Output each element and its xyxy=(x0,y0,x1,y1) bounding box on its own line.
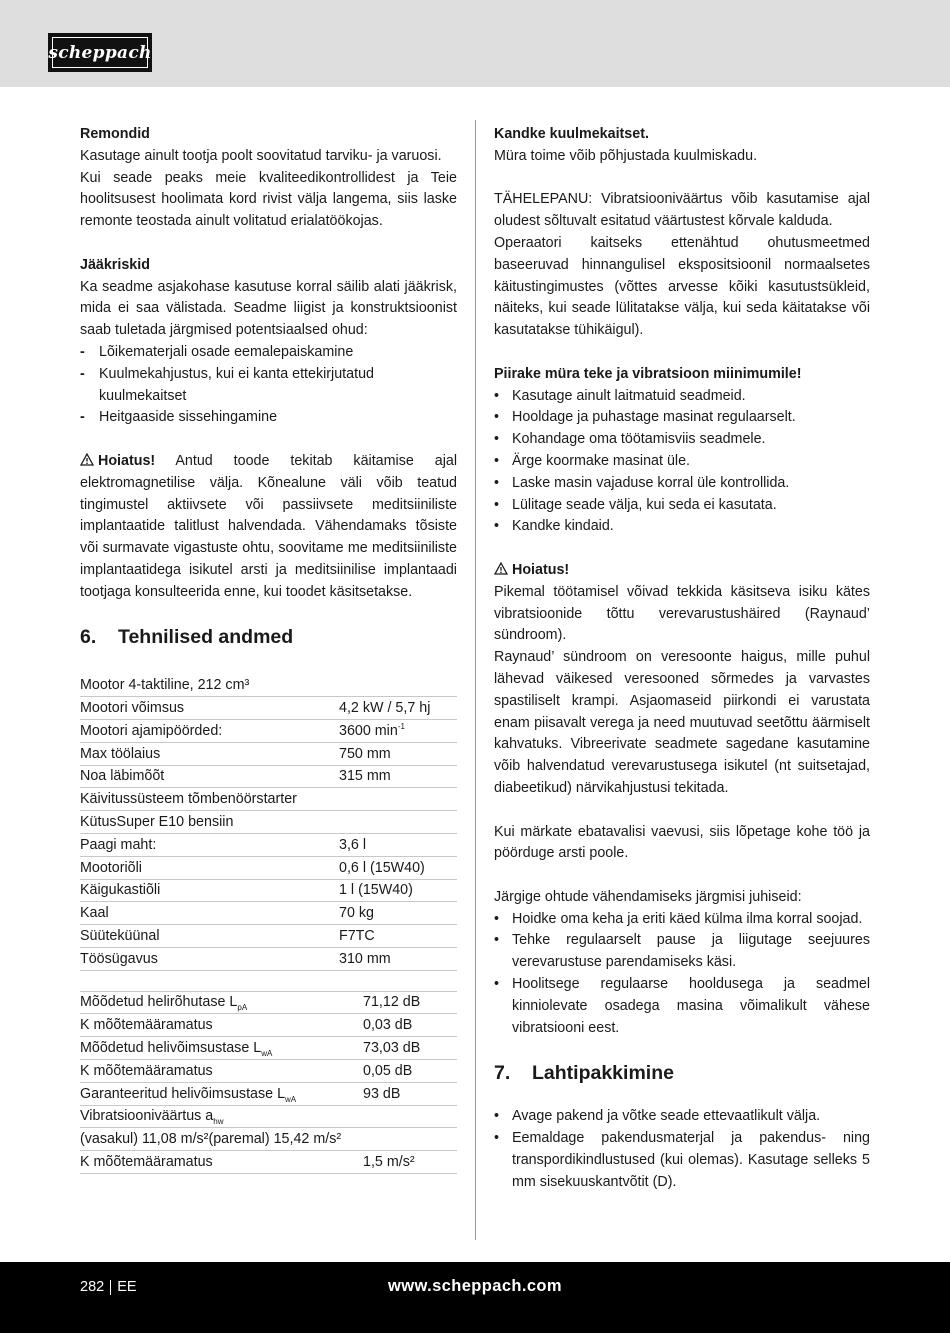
table-row xyxy=(80,1060,457,1083)
list-item: • Hoidke oma keha ja eriti käed külma ilma korral soojad. xyxy=(494,909,870,931)
vibration-warning-paragraph-2: Raynaud’ sündroom on veresoonte haigus, mille puhul lähevad väikesed veresooned sõrmedes ja varvastes spastiliselt krampi. Asjaomaseid piirkondi ei varustata enam piisavalt verega ja need muutuvad seetõttu äärmiselt kahvatuks. Vibreerivate seadmete sagedane kasutamine võib halvendatud verevarustusega isikutel (nt suitsetajad, diabeetikud) närvikahjustusi tekitada. xyxy=(494,649,870,796)
spec-value: 315 mm xyxy=(339,765,457,788)
table-row xyxy=(80,765,457,788)
bullet-marker: • xyxy=(494,1130,500,1147)
noise-value: 0,05 dB xyxy=(363,1060,457,1083)
list-item: • Kohandage oma töötamisviis seadmele. xyxy=(494,429,870,451)
spec-value xyxy=(339,674,457,696)
table-row xyxy=(80,925,457,948)
spec-label: Mootori võimsus xyxy=(80,697,339,720)
table-row xyxy=(80,674,457,696)
spec-label: Töösügavus xyxy=(80,947,339,970)
left-column xyxy=(80,124,457,1174)
list-item: • Avage pakend ja võtke seade ettevaatlikult välja. xyxy=(494,1106,870,1128)
header-band xyxy=(0,0,950,87)
minimize-noise-heading: Piirake müra teke ja vibratsioon miinimumile! xyxy=(494,365,802,382)
spec-value xyxy=(339,811,457,834)
bullet-marker: • xyxy=(494,474,500,491)
technical-data-table xyxy=(80,674,457,970)
table-row xyxy=(80,1082,457,1105)
spec-label: Mootoriõli xyxy=(80,856,339,879)
noise-value xyxy=(363,1128,457,1151)
table-row xyxy=(80,879,457,902)
list-item: • Ärge koormake masinat üle. xyxy=(494,451,870,473)
spec-value: 4,2 kW / 5,7 hj xyxy=(339,697,457,720)
bullet-marker: • xyxy=(494,452,500,469)
table-row xyxy=(80,788,457,811)
section-6-heading: 6. Tehnilised andmed xyxy=(80,626,294,649)
hearing-protection-heading: Kandke kuulmekaitset. xyxy=(494,126,649,142)
noise-value: 0,03 dB xyxy=(363,1014,457,1037)
remondid-paragraph-1: Kasutage ainult tootja poolt soovitatud tarviku- ja varuosi. xyxy=(80,147,442,164)
spec-value: 0,6 l (15W40) xyxy=(339,856,457,879)
spec-label: Paagi maht: xyxy=(80,833,339,856)
noise-label: Mõõdetud helivõimsustase $L_{wA}$ xyxy=(80,1037,363,1060)
logo-text: scheppach xyxy=(52,37,148,68)
table-row xyxy=(80,719,457,742)
emf-warning-paragraph xyxy=(80,451,457,604)
table-row xyxy=(80,1105,457,1128)
warning-triangle-icon xyxy=(80,453,94,466)
noise-value: 73,03 dB xyxy=(363,1037,457,1060)
noise-label: (vasakul) 11,08 m/s²(paremal) 15,42 m/s² xyxy=(80,1128,363,1151)
table-row xyxy=(80,902,457,925)
noise-value: 93 dB xyxy=(363,1082,457,1105)
bullet-marker: • xyxy=(494,496,500,513)
warning-text: Antud toode tekitab käitamise ajal elektromagnetilise välja. Kõnealune väli võib teatud tingimustel aktiivsete või passiivsete meditsiiniliste implantaatide talitlust halvendada. Vähendamaks tõsiste või surmavate vigastuste ohtu, soovitame me meditsiiniliste implantaatidega isikutel arsti ja meditsiinilise implantaadi tootjaga konsulteerida enne, kui toodet käsitsetakse. xyxy=(80,452,457,600)
noise-label: K mõõtemääramatus xyxy=(80,1060,363,1083)
column-divider xyxy=(475,120,476,1240)
unpacking-list xyxy=(494,1106,870,1193)
hearing-protection-text: Müra toime võib põhjustada kuulmiskadu. xyxy=(494,147,758,164)
list-item: • Laske masin vajaduse korral üle kontrollida. xyxy=(494,473,870,495)
footer xyxy=(0,1262,950,1333)
language-code: EE xyxy=(117,1279,137,1295)
noise-label: K mõõtemääramatus xyxy=(80,1014,363,1037)
remondid-paragraph-2: Kui seade peaks meie kvaliteedikontrollidest ja Teie hoolitsusest hoolimata kord rivist välja langema, siis laske remonte teostada ainult volitatud erialatöökojas. xyxy=(80,169,457,230)
warning-heading: Hoiatus! xyxy=(494,560,870,582)
noise-value: 71,12 dB xyxy=(363,992,457,1014)
bullet-marker: • xyxy=(494,431,500,448)
dash-marker: - xyxy=(80,343,85,360)
noise-value xyxy=(363,1105,457,1128)
spec-label: Süüteküünal xyxy=(80,925,339,948)
spec-value: 1 l (15W40) xyxy=(339,879,457,902)
bullet-marker: • xyxy=(494,387,500,404)
dash-marker: - xyxy=(80,409,85,426)
bullet-marker: • xyxy=(494,1108,500,1125)
spec-value: F7TC xyxy=(339,925,457,948)
warning-label: Hoiatus! xyxy=(98,452,156,469)
spec-label: Käigukastiõli xyxy=(80,879,339,902)
jaakriskid-paragraph: Ka seadme asjakohase kasutuse korral säilib alati jääkrisk, mida ei saa välistada. Seadme liigist ja konstruktsioonist saab tuletada järgmised potentsiaalsed ohud: xyxy=(80,278,457,339)
list-item: • Kandke kindaid. xyxy=(494,516,870,538)
list-item: • Hooldage ja puhastage masinat regulaarselt. xyxy=(494,407,870,429)
spec-value: 750 mm xyxy=(339,742,457,765)
list-item: - Kuulmekahjustus, kui ei kanta ettekirjutatud kuulmekaitset xyxy=(80,365,374,404)
hazard-list xyxy=(80,342,457,429)
website-url: www.scheppach.com xyxy=(388,1277,562,1295)
noise-vibration-table xyxy=(80,992,457,1174)
table-row xyxy=(80,811,457,834)
list-item: - Lõikematerjali osade eemalepaiskamine xyxy=(80,342,457,364)
jaakriskid-heading: Jääkriskid xyxy=(80,256,150,273)
operator-safety-paragraph: Operaatori kaitseks ettenähtud ohutusmeetmed baseeruvad hinnangulisel ekspositsioonil normaalsetes käitustingimustes (võttes arvesse kõiki kasutustsükleid, näiteks, kui seade lülitatakse välja, kui seda käitatakse või kasutatakse tühikäigul). xyxy=(494,234,870,339)
instructions-intro: Järgige ohtude vähendamiseks järgmisi juhiseid: xyxy=(494,888,802,905)
table-row xyxy=(80,992,457,1014)
attention-paragraph: TÄHELEPANU: Vibratsiooniväärtus võib kasutamise ajal oludest sõltuvalt esitatud väärtustest kõrvale kalduda. xyxy=(494,191,870,230)
spec-label: Noa läbimõõt xyxy=(80,765,339,788)
symptoms-paragraph: Kui märkate ebatavalisi vaevusi, siis lõpetage kohe töö ja pöörduge arsti poole. xyxy=(494,823,870,862)
section-7-heading: 7. Lahtipakkimine xyxy=(494,1062,674,1085)
list-item: • Tehke regulaarselt pause ja liigutage seejuures verevarustuse parendamiseks käsi. xyxy=(494,932,870,971)
table-row xyxy=(80,697,457,720)
spec-label: Max töölaius xyxy=(80,742,339,765)
spec-label: Mootor 4-taktiline, 212 cm³ xyxy=(80,674,339,696)
scheppach-logo xyxy=(48,33,152,72)
bullet-marker: • xyxy=(494,518,500,535)
spec-value xyxy=(339,788,457,811)
minimize-noise-list xyxy=(494,386,870,539)
spec-label: Kaal xyxy=(80,902,339,925)
spec-label: Käivitussüsteem tõmbenöörstarter xyxy=(80,788,339,811)
noise-label: Vibratsiooniväärtus $a_{hw}$ xyxy=(80,1105,363,1128)
list-item: • Kasutage ainult laitmatuid seadmeid. xyxy=(494,386,870,408)
table-row xyxy=(80,1151,457,1174)
bullet-marker: • xyxy=(494,910,500,927)
table-row xyxy=(80,1037,457,1060)
bullet-marker: • xyxy=(494,976,500,993)
list-item: - Heitgaaside sissehingamine xyxy=(80,407,457,429)
page-number: 282 xyxy=(80,1279,105,1295)
noise-label: K mõõtemääramatus xyxy=(80,1151,363,1174)
warning-triangle-icon xyxy=(494,562,508,575)
spec-label: KütusSuper E10 bensiin xyxy=(80,811,339,834)
table-row xyxy=(80,947,457,970)
spec-value: 3,6 l xyxy=(339,833,457,856)
spec-value: 310 mm xyxy=(339,947,457,970)
table-row xyxy=(80,1014,457,1037)
instructions-list xyxy=(494,909,870,1040)
noise-label: Mõõdetud helirõhutase $L_{pA}$ xyxy=(80,992,363,1014)
right-column xyxy=(494,124,870,1193)
dash-marker: - xyxy=(80,365,85,382)
table-row xyxy=(80,856,457,879)
table-row xyxy=(80,1128,457,1151)
bullet-marker: • xyxy=(494,409,500,426)
spec-value: 70 kg xyxy=(339,902,457,925)
remondid-heading: Remondid xyxy=(80,126,150,142)
spec-label: Mootori ajamipöörded: xyxy=(80,719,339,742)
list-item: • Lülitage seade välja, kui seda ei kasutata. xyxy=(494,495,870,517)
table-row xyxy=(80,742,457,765)
spec-value: 3600 $\min^{-1}$ xyxy=(339,719,457,742)
list-item: • Hoolitsege regulaarse hooldusega ja seadmel kinniolevate osadega masina võimalikult vähese vibratsiooni eest. xyxy=(494,976,870,1036)
vibration-warning-paragraph-1: Pikemal töötamisel võivad tekkida käsitseva isiku kätes vibratsioonide tõttu verevarustushäired (Raynaud’ sündroom). xyxy=(494,583,870,644)
list-item: • Eemaldage pakendusmaterjal ja pakendus- ning transpordikindlustused (kui olemas). Kasutage selleks 5 mm sisekuuskantvõtit (D). xyxy=(494,1130,870,1190)
bullet-marker: • xyxy=(494,932,500,949)
noise-label: Garanteeritud helivõimsustase $L_{wA}$ xyxy=(80,1082,363,1105)
noise-value: 1,5 m/s² xyxy=(363,1151,457,1174)
table-row xyxy=(80,833,457,856)
